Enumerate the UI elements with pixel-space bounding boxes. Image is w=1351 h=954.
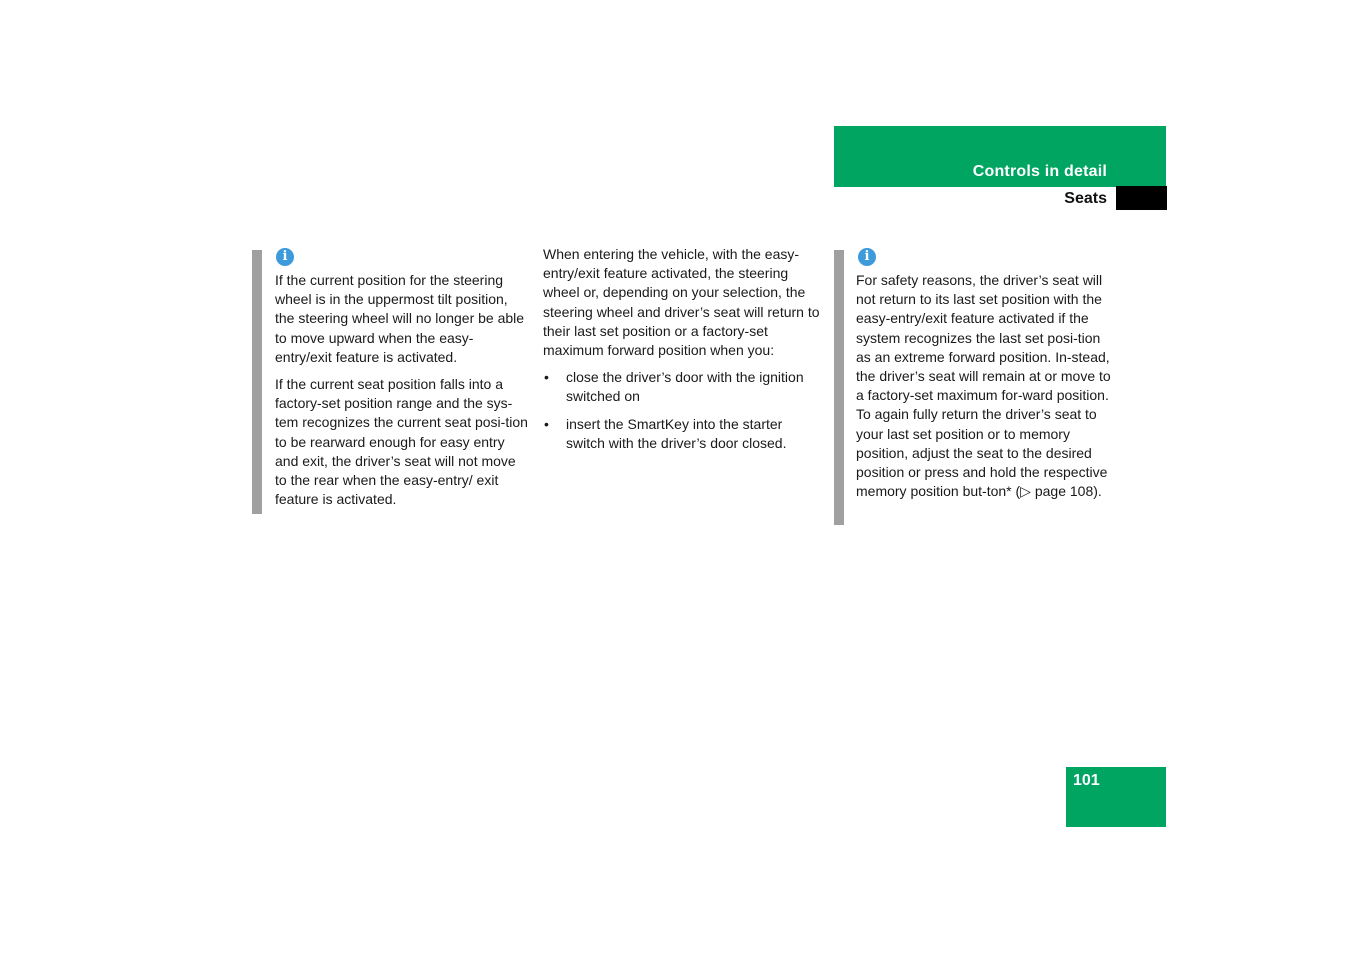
note-paragraph: For safety reasons, the driver’s seat will not return to its last set position with the easy-entry/exit feature activated if the system recognizes the last set posi-tion as an extreme forward position. In-stead, the driver’s seat will remain at or move to a factory-set maximum for-ward position. To again fully return the driver’s seat to your last set position or to memory position, adjust the seat to the desired position or press and hold the respective memory position but-ton* (▷ page 108). [856,272,1111,500]
note-paragraph: If the current seat position falls into a factory-set position range and the sys-tem recognizes the current seat posi-tion to be rearward enough for easy entry and exit, the driver’s seat will not move to the rear when the easy-entry/ exit feature is activated. [275,376,528,508]
section-header-bar [834,126,1166,187]
bullet-icon: • [544,415,549,432]
note-side-bar [252,250,262,514]
note-paragraph: If the current position for the steering wheel is in the uppermost tilt position, the steering wheel will no longer be able to move upward when the easy-entry/exit feature is activated. [275,272,525,365]
list-item [543,368,823,406]
info-icon: i [276,248,294,266]
section-title: Controls in detail [972,163,1107,180]
note-side-bar [834,250,844,525]
subsection-title: Seats [1064,190,1107,207]
intro-paragraph: When entering the vehicle, with the easy-entry/exit feature activated, the steering wheel or, depending on your selection, the steering wheel and driver’s seat will return to their last set position or a factory-set maximum forward position when you: [543,246,820,359]
bullet-list [543,368,823,453]
main-text-column [543,245,823,461]
page-number: 101 [1073,772,1100,789]
list-item-text: insert the SmartKey into the starter switch with the driver’s door closed. [566,415,787,451]
right-info-note [834,250,1114,525]
info-icon: i [858,248,876,266]
left-info-note [252,250,532,514]
bullet-icon: • [544,369,549,386]
page-number-box [1066,767,1166,827]
list-item-text: close the driver’s door with the ignition switched on [566,369,804,405]
section-tab-marker [1116,186,1167,210]
list-item [543,415,823,453]
